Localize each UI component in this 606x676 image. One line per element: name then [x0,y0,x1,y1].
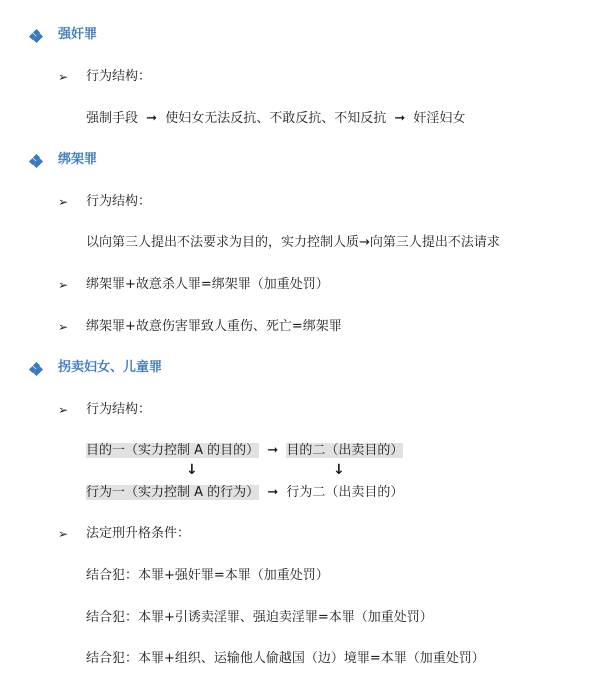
bullet-text: 行为结构： [86,194,152,209]
section-diamond-icon [30,363,42,375]
bullet-arrow-icon: ➢ [58,195,69,209]
diagram-row-purpose [86,442,403,460]
structure-step: 强制手段 [86,111,139,126]
action-two: 行为二（出卖目的） [286,485,404,500]
diagram-row-action [86,484,403,502]
section-title: 强奸罪 [58,27,98,42]
purpose-one: 目的一（实力控制 A 的目的） [86,443,260,458]
down-arrow-icon: ↓ [333,462,345,478]
bullet-text: 法定刑升格条件： [86,526,191,541]
section-diamond-icon [30,155,42,167]
structure-line [86,110,465,128]
combination-line: 结合犯：本罪+组织、运输他人偷越国（边）境罪=本罪（加重处罚） [86,651,485,666]
right-arrow-icon: ➞ [146,111,158,126]
section-title: 拐卖妇女、儿童罪 [58,360,163,375]
bullet-text: 行为结构： [86,69,152,84]
bullet-text: 绑架罪+故意杀人罪=绑架罪（加重处罚） [86,277,329,292]
action-one: 行为一（实力控制 A 的行为） [86,485,260,500]
purpose-two: 目的二（出卖目的） [286,443,404,458]
bullet-arrow-icon: ➢ [58,278,69,292]
section-title: 绑架罪 [58,152,98,167]
down-arrow-icon: ↓ [186,462,198,478]
combination-line: 结合犯：本罪+引诱卖淫罪、强迫卖淫罪=本罪（加重处罚） [86,610,433,625]
structure-step: 奸淫妇女 [413,111,466,126]
bullet-arrow-icon: ➢ [58,70,69,84]
bullet-text: 绑架罪+故意伤害罪致人重伤、死亡=绑架罪 [86,319,342,334]
bullet-text: 行为结构： [86,402,152,417]
structure-step: 使妇女无法反抗、不敢反抗、不知反抗 [165,111,387,126]
bullet-arrow-icon: ➢ [58,527,69,541]
section-diamond-icon [30,30,42,42]
right-arrow-icon: ➞ [267,485,279,500]
right-arrow-icon: ➞ [394,111,406,126]
bullet-arrow-icon: ➢ [58,403,69,417]
structure-line: 以向第三人提出不法要求为目的，实力控制人质→向第三人提出不法请求 [86,235,500,250]
bullet-arrow-icon: ➢ [58,320,69,334]
combination-line: 结合犯：本罪+强奸罪=本罪（加重处罚） [86,568,329,583]
right-arrow-icon: ➞ [267,443,279,458]
